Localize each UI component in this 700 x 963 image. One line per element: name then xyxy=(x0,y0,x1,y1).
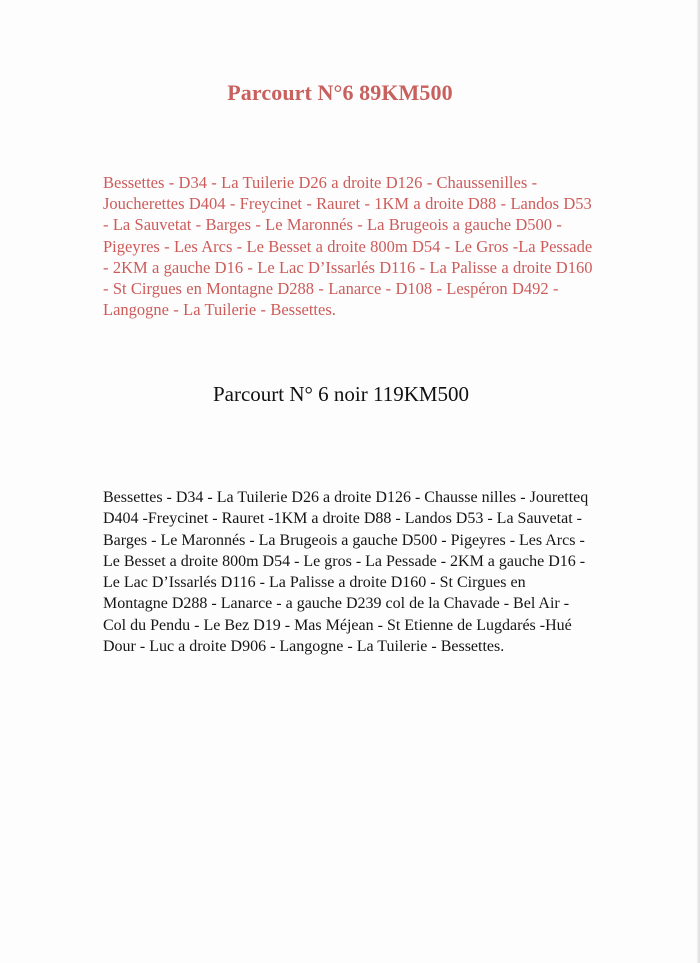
route-6-description: Bessettes - D34 - La Tuilerie D26 a droite D126 - Chaussenilles - Joucherettes D404 - Freycinet - Rauret - 1KM a droite D88 - Landos D53 - La Sauvetat - Barges - Le Maronnés - La Brugeois a gauche D500 - Pigeyres - Les Arcs - Le Besset a droite 800m D54 - Le Gros -La Pessade - 2KM a gauche D16 - Le Lac D’Issarlés D116 - La Palisse a droite D160 - St Cirgues en Montagne D288 - Lanarce - D108 - Lespéron D492 - Langogne - La Tuilerie - Bessettes. xyxy=(103,173,593,320)
route-6-title: Parcourt N°6 89KM500 xyxy=(227,80,453,105)
route-6-noir-title: Parcourt N° 6 noir 119KM500 xyxy=(212,382,470,406)
route-6-noir-description: Bessettes - D34 - La Tuilerie D26 a droite D126 - Chausse nilles - Jouretteq D404 -Freycinet - Rauret -1KM a droite D88 - Landos D53 - La Sauvetat - Barges - Le Maronnés - La Brugeois a gauche D500 - Pigeyres - Les Arcs - Le Besset a droite 800m D54 - Le gros - La Pessade - 2KM a gauche D16 - Le Lac D’Issarlés D116 - La Palisse a droite D160 - St Cirgues en Montagne D288 - Lanarce - a gauche D239 col de la Chavade - Bel Air - Col du Pendu - Le Bez D19 - Mas Méjean - St Etienne de Lugdarés -Hué Dour - Luc a droite D906 - Langogne - La Tuilerie - Bessettes. xyxy=(103,489,589,656)
